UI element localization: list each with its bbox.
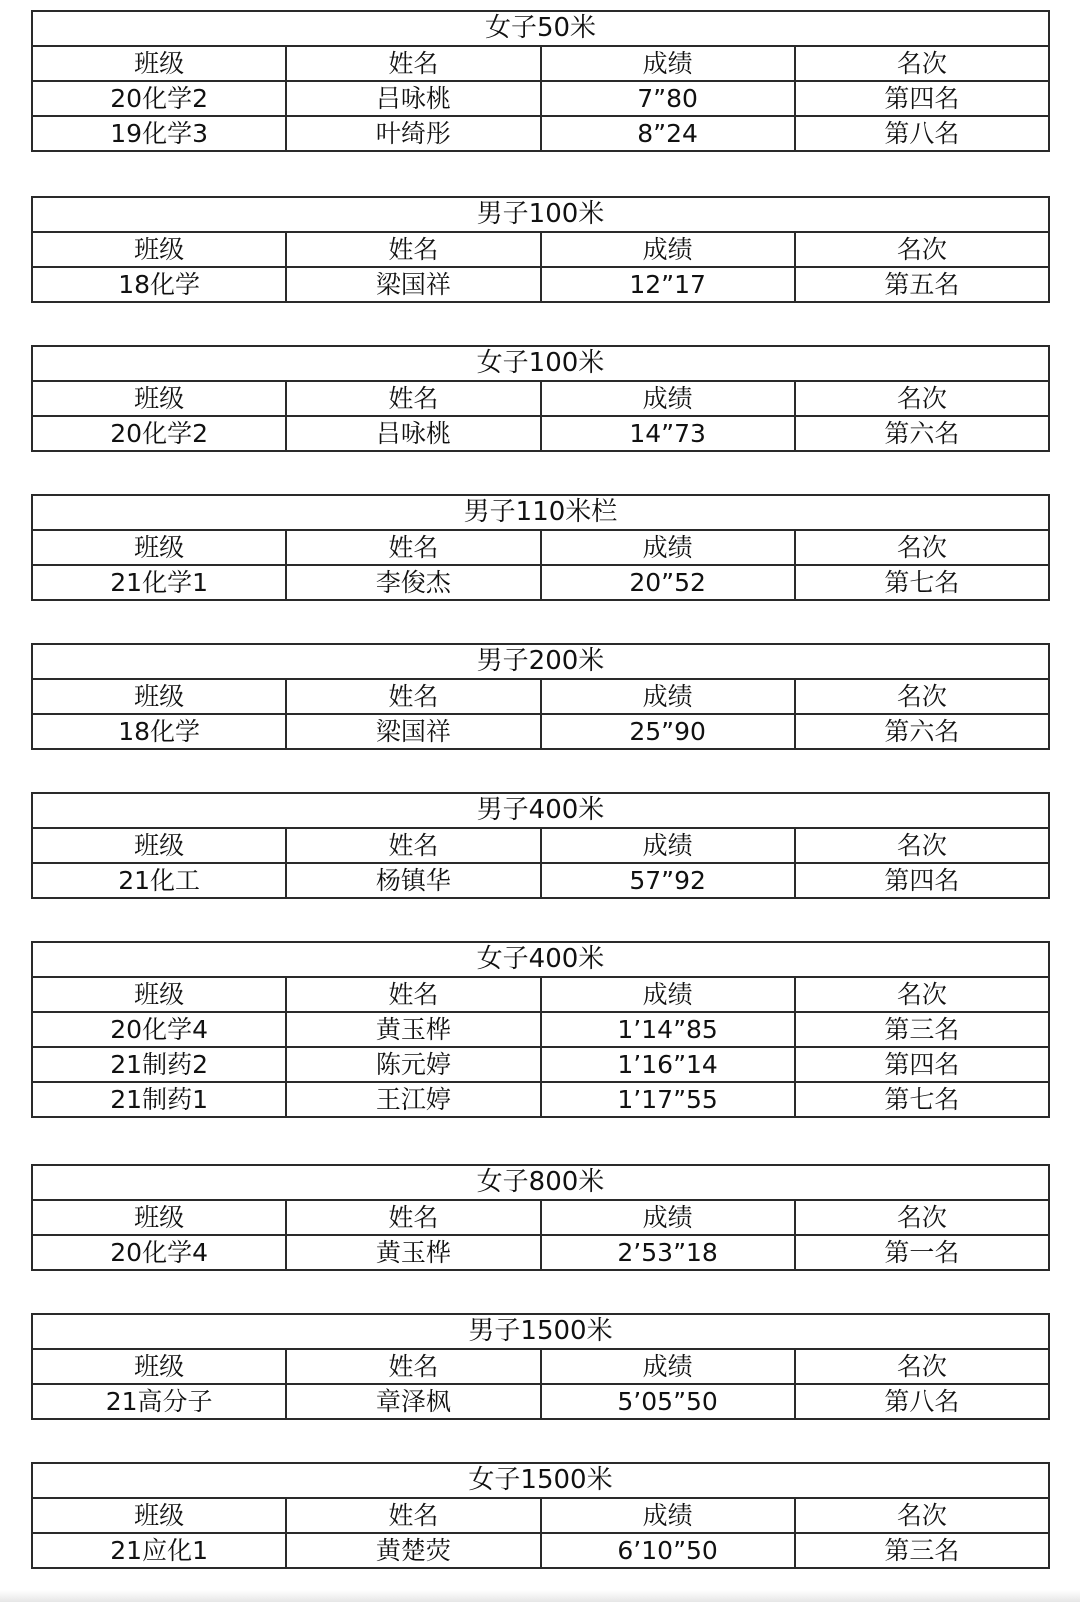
event-table — [31, 1164, 1050, 1271]
result-cell: 1’16”14 — [541, 1047, 795, 1082]
class-cell: 20化学4 — [32, 1012, 286, 1047]
name-cell: 吕咏桃 — [286, 416, 540, 451]
column-header: 名次 — [795, 46, 1049, 81]
table-row — [32, 1235, 1049, 1270]
column-header: 姓名 — [286, 1349, 540, 1384]
table-row — [32, 565, 1049, 600]
event-title: 男子1500米 — [32, 1314, 1049, 1349]
table-row — [32, 1047, 1049, 1082]
rank-cell: 第八名 — [795, 116, 1049, 151]
table-row — [32, 714, 1049, 749]
event-title-row — [32, 1463, 1049, 1498]
column-header: 成绩 — [541, 828, 795, 863]
result-cell: 1’17”55 — [541, 1082, 795, 1117]
table-row — [32, 267, 1049, 302]
class-cell: 20化学2 — [32, 81, 286, 116]
column-header: 姓名 — [286, 46, 540, 81]
column-header: 名次 — [795, 232, 1049, 267]
event-table — [31, 494, 1050, 601]
column-header: 成绩 — [541, 381, 795, 416]
rank-cell: 第四名 — [795, 1047, 1049, 1082]
column-header-row — [32, 232, 1049, 267]
column-header: 班级 — [32, 977, 286, 1012]
event-title-row — [32, 1165, 1049, 1200]
class-cell: 21化学1 — [32, 565, 286, 600]
event-table — [31, 792, 1050, 899]
event-title: 女子100米 — [32, 346, 1049, 381]
column-header: 姓名 — [286, 977, 540, 1012]
name-cell: 吕咏桃 — [286, 81, 540, 116]
column-header-row — [32, 46, 1049, 81]
class-cell: 20化学2 — [32, 416, 286, 451]
rank-cell: 第八名 — [795, 1384, 1049, 1419]
event-title-row — [32, 644, 1049, 679]
column-header: 成绩 — [541, 530, 795, 565]
column-header: 姓名 — [286, 828, 540, 863]
page-bottom-edge — [0, 1590, 1080, 1602]
name-cell: 黄楚荧 — [286, 1533, 540, 1568]
column-header: 姓名 — [286, 232, 540, 267]
name-cell: 黄玉桦 — [286, 1012, 540, 1047]
column-header-row — [32, 530, 1049, 565]
class-cell: 21高分子 — [32, 1384, 286, 1419]
column-header: 名次 — [795, 381, 1049, 416]
column-header: 名次 — [795, 530, 1049, 565]
event-title-row — [32, 346, 1049, 381]
event-title: 女子1500米 — [32, 1463, 1049, 1498]
event-title-row — [32, 197, 1049, 232]
table-row — [32, 863, 1049, 898]
event-title: 男子400米 — [32, 793, 1049, 828]
column-header: 班级 — [32, 679, 286, 714]
column-header: 成绩 — [541, 977, 795, 1012]
event-title-row — [32, 495, 1049, 530]
column-header: 姓名 — [286, 381, 540, 416]
class-cell: 21制药1 — [32, 1082, 286, 1117]
name-cell: 杨镇华 — [286, 863, 540, 898]
event-table — [31, 941, 1050, 1118]
column-header: 成绩 — [541, 1498, 795, 1533]
event-title: 男子200米 — [32, 644, 1049, 679]
name-cell: 李俊杰 — [286, 565, 540, 600]
name-cell: 梁国祥 — [286, 714, 540, 749]
rank-cell: 第六名 — [795, 714, 1049, 749]
column-header: 姓名 — [286, 679, 540, 714]
column-header: 班级 — [32, 1498, 286, 1533]
class-cell: 18化学 — [32, 714, 286, 749]
rank-cell: 第三名 — [795, 1533, 1049, 1568]
event-title: 女子400米 — [32, 942, 1049, 977]
event-title-row — [32, 1314, 1049, 1349]
column-header-row — [32, 679, 1049, 714]
column-header-row — [32, 1200, 1049, 1235]
class-cell: 21应化1 — [32, 1533, 286, 1568]
column-header: 成绩 — [541, 679, 795, 714]
class-cell: 21制药2 — [32, 1047, 286, 1082]
column-header: 班级 — [32, 232, 286, 267]
column-header: 姓名 — [286, 1498, 540, 1533]
event-table — [31, 10, 1050, 152]
result-cell: 5’05”50 — [541, 1384, 795, 1419]
class-cell: 19化学3 — [32, 116, 286, 151]
rank-cell: 第四名 — [795, 81, 1049, 116]
class-cell: 20化学4 — [32, 1235, 286, 1270]
result-cell: 8”24 — [541, 116, 795, 151]
column-header: 成绩 — [541, 232, 795, 267]
class-cell: 18化学 — [32, 267, 286, 302]
column-header: 班级 — [32, 828, 286, 863]
class-cell: 21化工 — [32, 863, 286, 898]
table-row — [32, 1012, 1049, 1047]
event-title-row — [32, 793, 1049, 828]
event-title: 女子800米 — [32, 1165, 1049, 1200]
column-header: 成绩 — [541, 1349, 795, 1384]
column-header: 名次 — [795, 828, 1049, 863]
column-header: 名次 — [795, 679, 1049, 714]
result-cell: 6’10”50 — [541, 1533, 795, 1568]
name-cell: 叶绮彤 — [286, 116, 540, 151]
event-title-row — [32, 942, 1049, 977]
rank-cell: 第六名 — [795, 416, 1049, 451]
column-header: 班级 — [32, 381, 286, 416]
table-row — [32, 416, 1049, 451]
column-header: 班级 — [32, 46, 286, 81]
table-row — [32, 1082, 1049, 1117]
result-cell: 25”90 — [541, 714, 795, 749]
column-header: 班级 — [32, 530, 286, 565]
table-row — [32, 81, 1049, 116]
table-row — [32, 116, 1049, 151]
event-title: 男子100米 — [32, 197, 1049, 232]
event-table — [31, 196, 1050, 303]
name-cell: 陈元婷 — [286, 1047, 540, 1082]
event-table — [31, 345, 1050, 452]
column-header: 成绩 — [541, 1200, 795, 1235]
rank-cell: 第一名 — [795, 1235, 1049, 1270]
event-title: 男子110米栏 — [32, 495, 1049, 530]
result-cell: 2’53”18 — [541, 1235, 795, 1270]
column-header: 成绩 — [541, 46, 795, 81]
column-header: 名次 — [795, 1498, 1049, 1533]
column-header: 姓名 — [286, 530, 540, 565]
rank-cell: 第七名 — [795, 565, 1049, 600]
rank-cell: 第三名 — [795, 1012, 1049, 1047]
name-cell: 黄玉桦 — [286, 1235, 540, 1270]
table-row — [32, 1533, 1049, 1568]
column-header: 班级 — [32, 1349, 286, 1384]
event-table — [31, 643, 1050, 750]
event-title: 女子50米 — [32, 11, 1049, 46]
column-header-row — [32, 1498, 1049, 1533]
name-cell: 梁国祥 — [286, 267, 540, 302]
name-cell: 王江婷 — [286, 1082, 540, 1117]
name-cell: 章泽枫 — [286, 1384, 540, 1419]
column-header: 班级 — [32, 1200, 286, 1235]
event-table — [31, 1462, 1050, 1569]
table-row — [32, 1384, 1049, 1419]
result-cell: 57”92 — [541, 863, 795, 898]
result-cell: 7”80 — [541, 81, 795, 116]
result-cell: 12”17 — [541, 267, 795, 302]
result-cell: 14”73 — [541, 416, 795, 451]
column-header-row — [32, 1349, 1049, 1384]
column-header-row — [32, 828, 1049, 863]
rank-cell: 第四名 — [795, 863, 1049, 898]
result-cell: 20”52 — [541, 565, 795, 600]
result-cell: 1’14”85 — [541, 1012, 795, 1047]
event-title-row — [32, 11, 1049, 46]
rank-cell: 第五名 — [795, 267, 1049, 302]
column-header: 名次 — [795, 977, 1049, 1012]
event-table — [31, 1313, 1050, 1420]
column-header: 姓名 — [286, 1200, 540, 1235]
column-header: 名次 — [795, 1200, 1049, 1235]
column-header: 名次 — [795, 1349, 1049, 1384]
column-header-row — [32, 381, 1049, 416]
rank-cell: 第七名 — [795, 1082, 1049, 1117]
column-header-row — [32, 977, 1049, 1012]
